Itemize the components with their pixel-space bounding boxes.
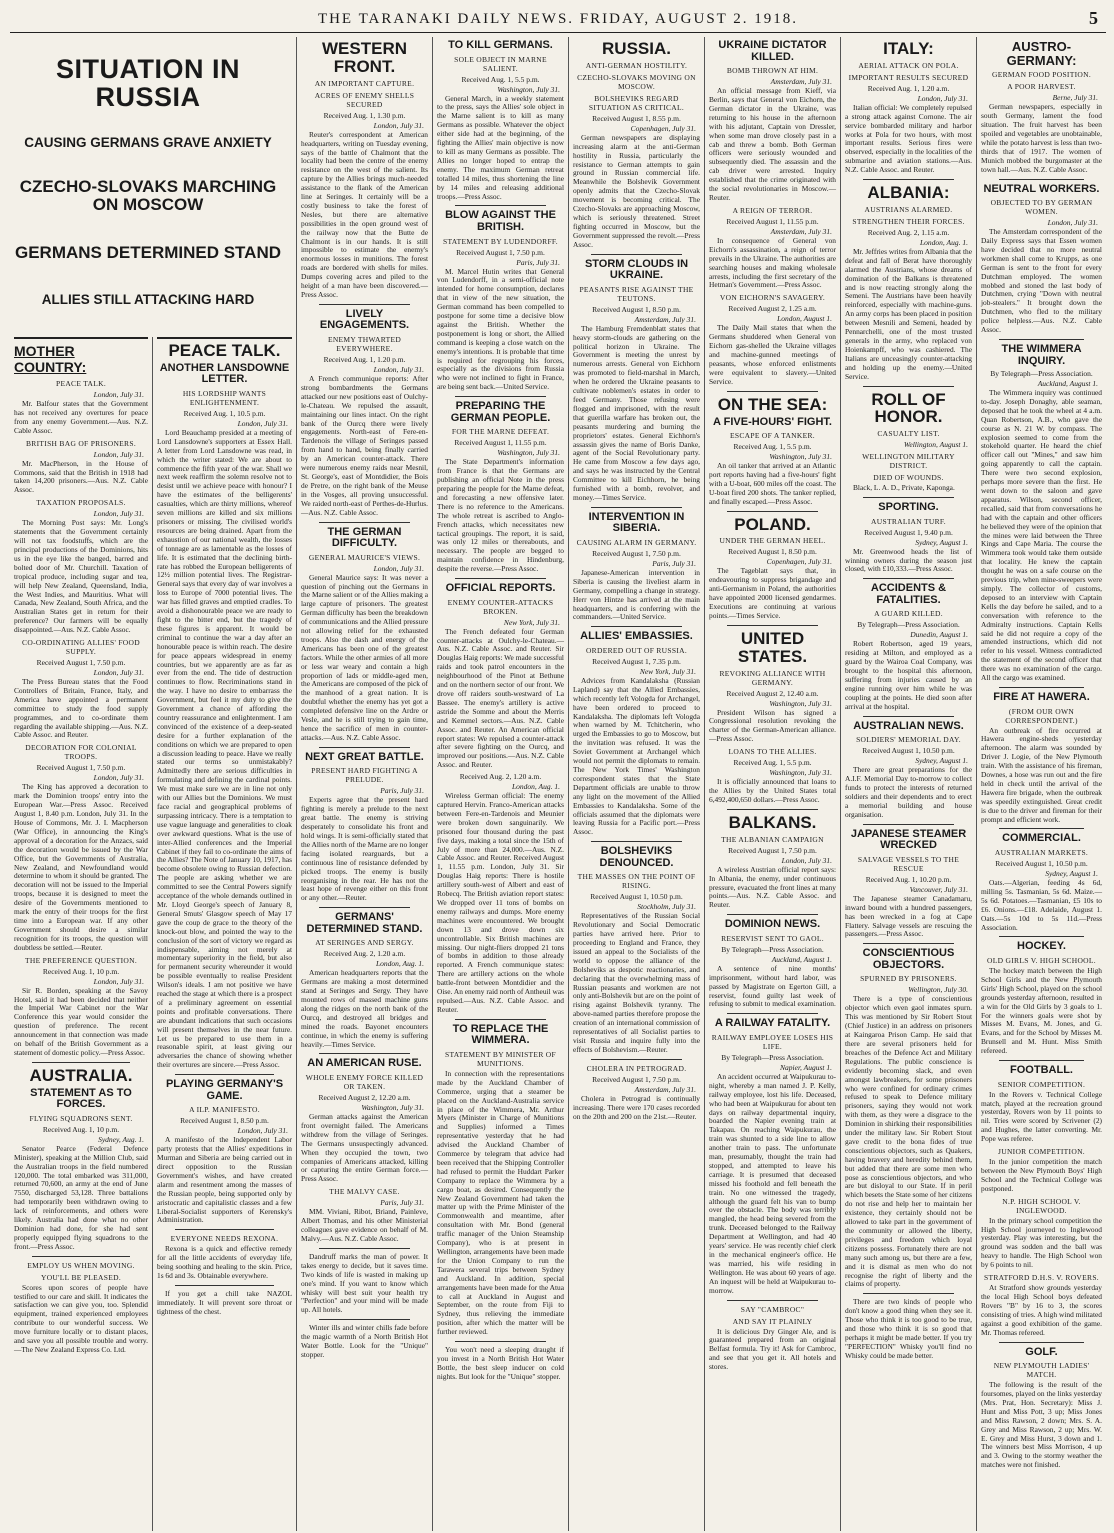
article-body: German newspapers, especially in south Germany, lament the food situation. The fruit harvest has been spoiled and vegetables are unobtainable, while the potato harvest is less than two-thirds that of 1917. The women of Munich mobbed the burgomaster at the town hall.—Aus. N.Z. Cable Assoc.: [981, 102, 1102, 174]
received-line: By Telegraph—Press Association.: [721, 1052, 824, 1062]
column-peace-talk: [152, 337, 296, 1531]
dateline: London, July 31.: [237, 1126, 288, 1136]
dateline: London, July 31.: [93, 668, 144, 678]
dateline: London, July 31.: [93, 976, 144, 986]
received-line: Received August 1, 9.40 p.m.: [864, 527, 953, 537]
subhead: THE GERMAN DIFFICULTY.: [327, 525, 402, 550]
subhead: INTERVENTION IN SIBERIA.: [588, 510, 685, 535]
lead-headline-1: SITUATION IN RUSSIA: [56, 54, 240, 113]
subhead: ESCAPE OF A TANKER.: [730, 431, 815, 441]
dateline: Copenhagen, July 31.: [630, 123, 696, 133]
article-body: The Hamburg Fremdenblatt states that heavy storm-clouds are gathering on the political horizon in Ukraine. The Government is meeting the unrest by numerous arrests. General von Eichhorn was promoted to field-marshal in March, when he ordered the Ukraine peasants to cultivate noblemen's estates in order to feed Germany. Those refusing were flogged and imprisoned, with the result that guerilla warfare has broken out, the peasants murdering and burning the proprietors' estates. General Eichhorn's assassin gives the name of Boris Danke, agent of the Social Revolutionary party. He came from Moscow a few days ago, and says he was instructed by the Central Committee to kill Eichhorn, he being furnished with a bomb, revolver, and money.—Times Service.: [573, 323, 700, 502]
article-body: Italian official: We completely repulsed a strong attack against Cornone. The air service bombarded military and harbor works at Pola for two hours, with most important results. Serious fires were observed, especially in the localities of the submarine and aviation stations.—Aus. N.Z. Cable Assoc. and Reuter.: [845, 102, 972, 175]
dateline: Vancouver, July 31.: [909, 884, 968, 894]
dateline: London, July 31.: [1047, 218, 1098, 228]
received-line: Received August 1, 7.50 p.m.: [36, 763, 126, 773]
article-body: A wireless Austrian official report says: In Albania, the enemy, under continuous pressure, evacuated the front lines at many points.—Aus. N.Z. Cable Assoc. and Reuter.: [709, 864, 836, 910]
section-title: ALBANIA:: [867, 183, 950, 203]
dateline: Amsterdam, July 31.: [634, 1084, 696, 1094]
article-body: The Japanese steamer Canadamaru, inward bound with a hundred passengers, has been wrecked in a fog at Cape Flattery. Salvage vessels are rescuing the passengers.—Press Assoc.: [845, 893, 972, 939]
received-line: By Telegraph—Press Association.: [990, 369, 1093, 379]
lead-headline-3: CZECHO-SLOVAKS MARCHING ON MOSCOW: [19, 176, 277, 214]
subhead: TO REPLACE THE WIMMERA.: [452, 1022, 549, 1047]
article-body: A sentence of nine months' imprisonment, without hard labor, was passed by Magistrate on Egerton Gill, a reservist, found guilty last week of refusing to submit to medical examination.: [709, 963, 836, 1009]
article-body: In consequence of General von Eichorn's assassination, a reign of terror prevails in the Ukraine. The authorities are searching houses and making wholesale arrests, including the first secretary of the Hetman's Government.—Press Assoc.: [709, 235, 836, 290]
subhead: OBJECTED TO BY GERMAN WOMEN.: [990, 198, 1093, 217]
article-body: Oats.—Algerian, feeding 4s 6d, milling 5s. Tasmanian, 5s 6d. Maize.—5s 6d. Potatoes.—Tasmanian, £5 10s to £6. Onions.—£18. Adelaide, August 1. Oats.—5s 10d to 5s 11d.—Press Association.: [981, 878, 1102, 932]
dateline: London, July 31.: [373, 365, 424, 374]
subhead: VON EICHORN'S SAVAGERY.: [719, 293, 826, 303]
subhead: THE WIMMERA INQUIRY.: [1001, 342, 1082, 367]
subhead: WHOLE ENEMY FORCE KILLED OR TAKEN.: [305, 1073, 424, 1092]
dateline: Auckland, August 1.: [771, 954, 832, 964]
article-body: A French communique reports: After strong bombardments the Germans attacked our new positions east of Oulchy-le-Chateau. We repulsed the assault, maintaining our lines intact. On the right bank of the Ourcq there were lively engagements. North-east of Fere-en-Tardenois the village of Seringes passed from hand to hand, being finally carried by an American counter-attack. There were numerous enemy raids near Mesnil, St. George's, east of Montdidier, the Bois de Pretre, on the right bank of the Meuse in the Vosges, all proving unsuccessful. We raided north-east of Perthes-de-Hurlus.—Aus. N.Z. Cable Assoc.: [301, 374, 428, 517]
subhead: ANOTHER LANSDOWNE LETTER.: [159, 361, 290, 386]
section-title: UKRAINE DICTATOR KILLED.: [718, 39, 827, 63]
subhead: UNDER THE GERMAN HEEL.: [719, 536, 826, 546]
dateline: New York, July 31.: [503, 617, 560, 627]
received-line: Received August 1, 11.55 p.m.: [726, 216, 819, 226]
received-line: Received Aug. 2, 1.20 a.m.: [459, 772, 542, 782]
article-body: The King has approved a decoration to mark the Dominion troops' entry into the European War.—Press Assoc. Received August 1, 8.40 p.m. London, July 31. In the House of Commons, Mr. J. I. Macpherson (War Office), in announcing the King's approval of a decoration for the Anzacs, said the decoration would be issued by the War Office, but the Governments of Australia, New Zealand, and Newfoundland would determine to whom it should be granted. The decoration will not be issued to the Imperial troops, because it is designed to meet the desire of the Governments mentioned to mark the entry of their troops for the first time into a European war. If any other Government should desire a similar recognition for its troops, the question will doubtless be settled.—Reuter.: [14, 782, 148, 952]
article-body: An official message from Kieff, via Berlin, says that General von Eichorn, the German dictator in the Ukraine, was returning to his house in the afternoon with his adjutant, Captain von Dressler, when some man drove closely past in a cab and threw a bomb. Both German officers were seriously wounded and subsequently died. The assassin and the cab driver were arrested. Inquiry established that the crime originated with the social revolutionaries in Moscow.—Reuter.: [709, 86, 836, 202]
dateline: Wellington, July 30.: [908, 985, 968, 995]
received-line: By Telegraph—Press Association.: [857, 620, 960, 630]
section-title: A RAILWAY FATALITY.: [714, 1017, 831, 1030]
received-line: Received Aug. 2, 1.20 a.m.: [323, 949, 406, 959]
article-body: There are great preparations for the A.I.F. Memorial Day to-morrow to collect funds to protect the interests of returned soldiers and their dependents and to erect a memorial building and house organisation.: [845, 765, 972, 819]
subhead: BLOW AGAINST THE BRITISH.: [445, 209, 556, 233]
article-body: The State Department's information from France is that the Germans are publishing an official Note in the press preparing the people for the Marne defeat, and forecasting a new offensive later. There is no reference to the Americans. The whole retreat is ascribed to Anglo-French attacks, which necessitates new tactical groupings. The report, it is said, was only 12 miles or thereabouts, and necessary. The people are begged to maintain confidence in Hindenburg, despite the reverse.—Press Assoc.: [437, 457, 564, 574]
dateline: Sydney, August 1.: [915, 537, 968, 547]
subhead: RESERVIST SENT TO GAOL.: [721, 933, 824, 943]
subhead: STORM CLOUDS IN UKRAINE.: [584, 257, 689, 282]
column-austro-germany: [976, 37, 1106, 1531]
subhead: DIED OF WOUNDS.: [873, 473, 944, 483]
subhead: OLD GIRLS V. HIGH SCHOOL.: [987, 956, 1096, 965]
dateline: London, July 31.: [781, 855, 832, 865]
subhead: N.P. HIGH SCHOOL V. INGLEWOOD.: [1002, 1196, 1081, 1215]
section-title: POLAND.: [734, 514, 811, 534]
lead-headline-5: ALLIES STILL ATTACKING HARD: [41, 292, 255, 308]
advertisement: If you get a chill take NAZOL immediately. It will prevent sore throat or tightness of the chest.: [157, 1288, 292, 1316]
subhead: ENEMY COUNTER-ATTACKS BROKEN.: [447, 597, 554, 616]
column-mother-country: [10, 337, 152, 1531]
subhead: BOMB THROWN AT HIM.: [726, 66, 819, 76]
received-line: Received August 1, 7.50 p.m.: [592, 1074, 681, 1084]
subhead: HOCKEY.: [1017, 940, 1066, 953]
article-body: Robert Robertson, aged 19 years, residing at Milton, and employed as a guard by the Wairoa Coal Company, was brought to the hospital this afternoon, suffering from injuries caused by an engine running over him while he was coupling at the points. He died soon after arrival at the hospital.: [845, 639, 972, 711]
subhead: PEASANTS RISE AGAINST THE TEUTONS.: [579, 284, 694, 303]
dateline: Sydney, Aug. 1.: [98, 1134, 144, 1144]
subhead: CO-ORDINATING ALLIES' FOOD SUPPLY.: [22, 638, 140, 657]
advertisement: Dandruff marks the man of power. It takes energy to decide, but it saves time. Two kinds of life is wasted in making up one's mind. If you want to know which whisky will best suit your health try "Perfection" and your mind will be made up. All hotels.: [301, 1251, 428, 1315]
article-body: MM. Viviani, Ribot, Briand, Painleve, Albert Thomas, and his other Ministerial colleagues gave evidence on behalf of M. Malvy.—Aus. N.Z. Cable Assoc.: [301, 1207, 428, 1243]
subhead: EMPLOY US WHEN MOVING.: [27, 1260, 135, 1270]
subhead: TAXATION PROPOSALS.: [36, 498, 126, 508]
article-body: The hockey match between the High School Girls and the New Plymouth Girls' High School, played on the school grounds yesterday afternoon, resulted in a win for the Old Girls by 3 goals to 1. For the winners goals were shot by Misses M. Evans, M. Jones, and G. Evans, and for the School by Misses M. Brunsell and M. Hunt. Miss Smith refereed.: [981, 966, 1102, 1056]
subhead: SPURNED BY PRISONERS.: [860, 974, 957, 984]
article-body: The following is the result of the foursomes, played on the links yesterday (Mrs. Prat, Hon. Secretary): Miss J. Hunt and Miss Pott, 3 up; Miss Jones and Miss Rawson, 2 down; Mrs. S. A. Grey and Miss Rawson, 2 up; Mrs. W. E. Grey and Miss Hurst, 3 down and 1. The winners best Miss Morrison, 4 up and 3. Owing to the stormy weather the matches were not finished.: [981, 1380, 1102, 1470]
dateline: London, July 31.: [373, 563, 424, 573]
section-title: UNITED STATES.: [737, 628, 808, 666]
article-body: The Daily Mail states that when the Germans shuddered when General von Eichorn gas-shelled the Ukraine villages and machine-gunned meetings of peasants, whose enforced enlistments were equivalent to slavery.—United Service.: [709, 323, 836, 386]
subhead: CZECHO-SLOVAKS MOVING ON MOSCOW.: [577, 72, 696, 91]
subhead: PRESENT HARD FIGHTING A PRELUDE.: [311, 766, 418, 785]
subhead: SOLE OBJECT IN MARNE SALIENT.: [454, 54, 547, 73]
article-body: General March, in a weekly statement to the press, says the Allies' sole object in the Marne salient is to kill as many Germans as possible. Whatever the object either side had at the beginning, of the fighting the Allies' main objective is now to kill as many Germans as possible. The Allies no longer hoped to entrap the enemy. The maximum German retreat totalled 14 miles, thus shortening the line by 14 miles and releasing additional troops.—Press Assoc.: [437, 93, 564, 201]
subhead: DECORATION FOR COLONIAL TROOPS.: [25, 743, 137, 762]
dateline: Wellington, August 1.: [903, 440, 968, 450]
article-body: The French defeated four German counter-attacks at Oulchy-le-Chateau.—Aus. N.Z. Cable Assoc. and Reuter. Sir Douglas Haig reports: We made successful raids and took patrol encounters in the neighbourhood of the Pinot at Bethune and on the northern sector of our front. We drove off raiders south-westward of La Bassee. The enemy's artillery is active astride the Somme and about the Merris and Kemmel sectors.—Aus. N.Z. Cable Assoc. and Reuter. An American official report states: We repulsed a counter-attack after severe fighting on the Ourcq, and improved our positions.—Aus. N.Z. Cable Assoc. and Reuter.: [437, 626, 564, 770]
article-body: Mr. Jeffries writes from Albania that the defeat and fall of Berat have thoroughly alarmed the Austrians, whose dreams of domination of the Balkans is threatened and is now reacting strongly along the Semeni. The Austrians have been heavily reinforced, especially with machine-guns. An army corps has been placed in position between Mesnili and Semeni, headed by Pennarchelli, one of the most trusted generals in the army, who replaced von Hoienkampff, who was cashiered. The Italians are unceasingly counter-attacking and holding up the enemy.—United Service.: [845, 246, 972, 381]
received-line: Received Aug. 1, 1.30 p.m.: [323, 110, 406, 120]
article-body: Japanese-American intervention in Siberia is causing the liveliest alarm in Germany, compelling a change in strategy. Herr von Hintze has arrived at the main headquarters, and is conferring with the commanders.—United Service.: [573, 567, 700, 622]
article-body: Advices from Kandalaksha (Russian Lapland) say that the Allied Embassies, which recently left Vologda for Archangel, have been ordered to proceed to Kandalaksha. The diplomats left Vologda when warned by M. Tchitcherin, who urged the Embassies to go to Moscow, but the invitation was refused. It was the Soviet Government at Archangel which would not permit the diplomats to remain. The New York Times' Washington correspondent states that the State Department officials are unable to throw any light on the movement of the Allied Embassies to Kandalaksha. Some of the officials assumed that the diplomats were leaving Russia for a Pacific port.—Press Assoc.: [573, 675, 700, 837]
dateline: Paris, July 31.: [380, 786, 424, 796]
section-title: ON THE SEA:: [717, 394, 828, 414]
received-line: Received Aug. 1, 5.5 p.m.: [733, 442, 812, 452]
dateline: Amsterdam, July 31.: [770, 226, 832, 236]
article-body: The Amsterdam correspondent of the Daily Express says that Essen women have decided that no more neutral workmen shall come to Krupps, as one German is sent to the front for every Dutchman employed. The women mobbed and stoned the last body of Dutchmen, crying "Down with neutral job-stealers." It brought down the Dutchmen, who fled to the military police helpless.—Aus. N.Z. Cable Assoc.: [981, 227, 1102, 335]
subhead: LOANS TO THE ALLIES.: [728, 747, 817, 757]
subhead: FIRE AT HAWERA.: [993, 690, 1090, 703]
section-title: RUSSIA.: [602, 39, 671, 58]
dateline: London, August 1.: [777, 314, 832, 324]
received-line: Received Aug. 1, 1.20 p.m.: [323, 355, 406, 364]
subhead: GOLF.: [1025, 1345, 1058, 1358]
subhead: RAILWAY EMPLOYEE LOSES HIS LIFE.: [711, 1032, 834, 1051]
received-line: Received August 1, 8.55 p.m.: [592, 113, 681, 123]
article-body: Wireless German official: The enemy captured Hervin. Franco-American attacks between Fere-en-Tardenois and Meunier were broken down sanguinarily. We prisoned four thousand during the past five days, making a total since the 15th of July of more than 24,000.—Aus. N.Z. Cable Assoc. and Reuter. Received August 1, 11.55 p.m. London, July 31. Sir Douglas Haig reports: There is hostile artillery south-west of Albert and east of Robecq. The British aviation report states: We dropped over 11 tons of bombs on enemy railways and dumps. More enemy machines were encountered. We brought down 13 and drove down six uncontrollable. Six British machines are missing. Our night-fliers dropped 21 tons of bombs in addition to those already reported. A French communique states: There are artillery actions on the whole battle-front between Montdidier and the Oise. An enemy raid north of Antheuil was repulsed.—Aus. N.Z. Cable Assoc. and Reuter.: [437, 791, 564, 1014]
section-title: BALKANS.: [728, 812, 817, 832]
subhead: A POOR HARVEST.: [1007, 82, 1076, 92]
subhead: A ILP. MANIFESTO.: [189, 1105, 260, 1115]
subhead: REVOKING ALLIANCE WITH GERMANY.: [719, 668, 826, 687]
subhead: A GUARD KILLED.: [874, 609, 943, 619]
article-body: Cholera in Petrograd is continually increasing. There were 170 cases recorded on the 20th and 200 on the 21st.—Reuter.: [573, 1093, 700, 1121]
column-russia: [568, 37, 704, 1531]
received-line: Received August 1, 7.35 p.m.: [592, 656, 681, 666]
received-line: Received Aug. 1, 5.5 p.m.: [733, 758, 812, 768]
section-title: TO KILL GERMANS.: [448, 39, 553, 51]
section-title: AUSTRALIAN NEWS.: [853, 719, 964, 732]
article-body: German attacks against the American front overnight failed. The Americans withdrew from the village of Seringes. The Germans unsuspectingly advanced. When they occupied the town, two companies of Americans attacked, killing or capturing the entire German force.—Press Assoc.: [301, 1112, 428, 1184]
subhead: THE ALBANIAN CAMPAIGN: [721, 834, 824, 844]
subhead: FLYING SQUADRONS SENT.: [29, 1113, 133, 1123]
subhead: GENERAL MAURICE'S VIEWS.: [308, 552, 421, 562]
subhead: SAY "CAMBROC": [740, 1304, 805, 1314]
article-body: Lord Beauchamp presided at a meeting of Lord Lansdowne's supporters at Essex Hall. A letter from Lord Lansdowne was read, in which the writer stated: We are about to commence the fifth year of the war. Shall we next week reaffirm the solemn resolve not to desist until we achieve peace with honour? I have the estimates of the belligerents' casualties, which are thirty millions, whereof seven millions are killed and six millions prisoners or missing. The civilised world's resources are being drained. Apart from the exhaustion of our national wealth, the losses of tonnage are as lamentable as the losses of life. It is estimated that the declining birth-rate has robbed the European belligerents of 12½ million potential lives. The Registrar-General says that every day of war involves a loss to Europe of 7000 potential lives. The war has filled graves and emptied cradles. To avoid a dishonourable peace we are ready to fight to the bitter end, but the tragedy of these figures is apparent. It would be criminal to continue the war a day after an honourable peace is within reach. The desire for peace appears widespread in enemy countries, but we apparently are as far as ever from the end. The tide of destruction continues to flow. Recriminations stand in the way. I have no desire to embarrass the Government, but feel it my duty to give the Government a chance of affording the country reassurance and enlightenment. I am convinced of the existence of a deep-seated desire for a further explanation of the conditions on which we are prepared to open a discussion leading to peace. Have we really stated our terms so unmistakably? Admittedly there are serious difficulties in formulating and defining the cardinal points. We must make sure we are in line not only with our Allies but the Dominions. We must face racial and geographical problems of surpassing intricacy. There is a temptation to use vague language and generalities to cloak over awkward questions. What is the use of inter-Allied conferences and the Imperial Cabinet if they fail to co-ordinate the aims of the Allies? The Note of January 10, 1917, has become obsolete owing to Russian defection. The people are asking whether we are committed to see the Central Powers signify acceptance of the whole demands outlined in Mr. Lloyd George's speech of January 8, General Smuts' Glasgow speech of May 17 gave the coup de grace to the theory of the knock-out blow, and pointed the way to the conclusion of the sort of victory we regard as indispensable, aiming not merely at momentary superiority in the field, but also for permanent security whereunder it would be possible eventually to realise President Wilson's ideals. I am not positive we have reached the stage at which there is a prospect of a preliminary agreement on essential points and profitable conversations. There are abundant indications that such occasions will present themselves in the near future. Let us be prepared to use them in a reasonable spirit, at least giving our adversaries the chance of showing whether their overtures are sincere.—Press Assoc.: [157, 427, 292, 1070]
subhead: NEXT GREAT BATTLE.: [305, 750, 424, 763]
article-body: Mr. Balfour states that the Government has not received any overtures for peace from any enemy Government.—Aus. N.Z. Cable Assoc.: [14, 399, 148, 435]
subhead: GERMANS' DETERMINED STAND.: [306, 911, 423, 935]
subhead: STRENGTHEN THEIR FORCES.: [852, 216, 965, 226]
subhead: NEW PLYMOUTH LADIES' MATCH.: [993, 1361, 1090, 1380]
dateline: Napier, August 1.: [780, 1062, 832, 1072]
subhead: THE MASSES ON THE POINT OF RISING.: [577, 872, 696, 891]
received-line: Received August 1, 10.50 p.m.: [862, 746, 955, 756]
subhead: AUSTRALIAN MARKETS.: [994, 848, 1089, 858]
subhead: AT SERINGES AND SERGY.: [315, 938, 414, 948]
subhead: AUSTRALIAN TURF.: [871, 516, 946, 526]
column-to-kill-germans: [432, 37, 568, 1531]
dateline: Stockholm, July 31.: [637, 902, 696, 912]
article-body: The Morning Post says: Mr. Long's statements that the Government certainly will not tax foodstuffs, which are the principal productions of the Dominions, hits us in the eye like the banged, barred and bolted door of Mr. Churchill. Taxation of tropical produce, including sugar and tea, will help New Zealand, Queensland, India, the West Indies, and Mauritius. What will Canada, New Zealand, South Africa, and the Australian States get in return for their preference? Our farmers will be equally disappointed.—Aus. N.Z. Cable Assoc.: [14, 518, 148, 635]
subhead: HIS LORDSHIP WANTS ENLIGHTENMENT.: [182, 388, 267, 407]
article-body: Representatives of the Russian Social Revolutionary and Social Democratic parties have arrived here. Prior to proceeding to England and France, they issued an appeal to the Socialists of the world to oppose the alliance of the Bolsheviks as despotic reactionaries, and declaring that the overwhelming mass of Russian peasants and workmen are not only anti-Bolshevik but are on the point of rising against Bolshevik tyranny. The above-named parties therefore propose the creation of an international commission of representatives of all Socialist parties to visit Russia and inquire fully into the effects of Bolshevism.—Reuter.: [573, 911, 700, 1054]
subhead: ENEMY THWARTED EVERYWHERE.: [327, 335, 402, 353]
subhead: JUNIOR COMPETITION.: [998, 1147, 1085, 1157]
advertisement: It is delicious Dry Ginger Ale, and is guaranteed prepared from an original Belfast formula. Try it! Ask for Cambroc, and see that you get it. All hotels and stores.: [709, 1326, 836, 1372]
subhead: AND SAY IT PLAINLY: [732, 1316, 813, 1326]
dateline: London, July 31.: [93, 509, 144, 519]
article-body: American headquarters reports that the Germans are making a most determined stand at Seringes and Sergy. They have mounted rows of massed machine guns along the ridges on the north bank of the Ourcq, and destroyed all bridges and mined the roads. Bayonet encounters continue, in which the enemy is suffering heavily.—Times Service.: [301, 968, 428, 1049]
columns: [10, 37, 1106, 1531]
subhead: ORDERED OUT OF RUSSIA.: [585, 645, 688, 655]
subhead: WELLINGTON MILITARY DISTRICT.: [862, 452, 955, 471]
dateline: London, July 31.: [237, 418, 288, 428]
subhead: EVERYONE NEEDS REXONA.: [170, 1234, 279, 1244]
article-body: The Press Bureau states that the Food Controllers of Britain, France, Italy, and America have appointed a permanent committee to study the food supply programmes, and to co-ordinate them regarding the available shipping.—Aus. N.Z. Cable Assoc. and Reuter.: [14, 677, 148, 740]
article-body: A manifesto of the Independent Labor party protests that the Allies' expeditions in Murman and Siberia are being carried out in direct opposition to the Russian Government's wishes, and have created alarm and resentment among the masses of the Russian people, being supported only by aristocratic and capitalistic classes and a few Liberal-Socialist supporters of Kerensky's Administration.: [157, 1135, 292, 1225]
received-line: Received August 1, 8.50 p.m.: [180, 1116, 269, 1126]
subhead: A FIVE-HOURS' FIGHT.: [713, 415, 832, 428]
received-line: Received August 1, 8.50 p.m.: [728, 547, 817, 557]
page-number: 5: [1089, 8, 1100, 28]
advertisement: Winter ills and winter chills fade before the magic warmth of a North British Hot Water Bottle. Look for the "Unique" stopper.: [301, 1323, 428, 1359]
article-body: The Tageblatt says that, in endeavouring to suppress brigandage and anti-Germanism in Poland, the authorities have appointed 2000 licensed gendarmes. Executions are continuing at various points.—Times Service.: [709, 566, 836, 620]
column-ukraine: [704, 37, 840, 1531]
dateline: Paris, July 31.: [652, 558, 696, 568]
dateline: London, July 31.: [373, 120, 424, 130]
article-body: In the junior competition the match between the New Plymouth Boys' High School and the Technical College was postponed.: [981, 1157, 1102, 1193]
advertisement: There are two kinds of people who don't know a good thing when they see it. Those who think it is too good to be true, and those who think it is so good that perhaps it might be made better. If you try "PERFECTION" Whisky you'll find no Whisky could be made better.: [845, 1297, 972, 1360]
subhead: AN AMERICAN RUSE.: [307, 1057, 422, 1070]
subhead: PLAYING GERMANY'S GAME.: [165, 1078, 284, 1102]
received-line: Received Aug. 1, 5.5 p.m.: [461, 74, 540, 84]
subhead: CHOLERA IN PETROGRAD.: [586, 1063, 687, 1073]
subhead: PREPARING THE GERMAN PEOPLE.: [450, 400, 551, 424]
masthead: [10, 6, 1106, 33]
article-body: An outbreak of fire occurred at Hawera engine-sheds yesterday afternoon. The alarm was sounded by Driver J. Logie, of the New Plymouth train. With the assistance of his fireman, Downes, a hose was run out and the fire held in check until the arrival of the Hawera fire brigade, when the outbreak was speedily extinguished. Great credit is due to the driver and fireman for their prompt and efficient work.: [981, 725, 1102, 824]
subhead: PEACE TALK.: [55, 379, 107, 388]
article-body: Mr. Greenwood heads the list of winning owners during the season just closed, with £10,333.—Press Assoc.: [845, 546, 972, 574]
received-line: By Telegraph—Press Association.: [721, 944, 824, 954]
subhead: ACRES OF ENEMY SHELLS SECURED: [314, 90, 415, 109]
subhead: COMMERCIAL.: [1002, 832, 1081, 845]
article-body: In connection with the representations made by the Auckland Chamber of Commerce, urging that a steamer be placed on the Auckland-Australia service in place of the Wimmera, Mr. Arthur Myers (Minister in Charge of Munitions and Supplies) informed a Times representative yesterday that he had advised the Auckland Chamber of Commerce by telegram that advice had been received that the Shipping Controller had refused to permit the Huddart Parker Company to replace the Wimmera by a cargo boat, as desired. Consequently the New Zealand Government had taken the matter up with the Prime Minister of the Commonwealth and meantime, after consultation with Mr. Bond (general traffic manager of the Union Steamship Company), who is at present in Wellington, arrangements have been made for the Union Company to run the Tarawera several trips between Sydney and Auckland. In addition, special arrangements have been made for the Atua to call at Auckland in August and September, on the route from Fiji to Sydney, thus relieving the immediate position, after which the matter will be further reviewed.: [437, 1068, 564, 1337]
subhead: SALVAGE VESSELS TO THE RESCUE: [857, 854, 960, 873]
subhead: BOLSHEVIKS DENOUNCED.: [599, 845, 674, 869]
advertisement: Scores upon scores of people have testified to our care and skill. It indicates the satisfaction we can give you, too. Splendid equipment, trained experienced employees contribute to our wonderful success. We move furniture locally or to distant places, and save you all possible trouble and worry.—The New Zealand Express Co. Ltd.: [14, 1282, 148, 1354]
subhead: AERIAL ATTACK ON POLA.: [858, 60, 959, 70]
subhead: (FROM OUR OWN CORRESPONDENT.): [1005, 706, 1078, 725]
section-title: ACCIDENTS & FATALITIES.: [870, 582, 947, 606]
received-line: Received August 2, 1.25 a.m.: [728, 304, 817, 314]
article-body: Sir R. Borden, speaking at the Savoy Hotel, said it had been decided that neither the Imperial War Cabinet nor the War Conference this year would consider the question of preference. The recent announcement in that connection was made on behalf of the British Government as a statement of domestic policy.—Press Assoc.: [14, 985, 148, 1057]
subhead: LIVELY ENGAGEMENTS.: [319, 307, 410, 332]
subhead: OFFICIAL REPORTS.: [445, 582, 556, 595]
advertisement: Rexona is a quick and effective remedy for all the little accidents of everyday life, being soothing and healing to the skin. Price, 1s 6d and 3s. Obtainable everywhere.: [157, 1244, 292, 1281]
section-title: DOMINION NEWS.: [724, 918, 821, 931]
dateline: Washington, July 31.: [769, 768, 832, 778]
dateline: Amsterdam, July 31.: [770, 77, 832, 87]
lead-banner: [10, 37, 286, 327]
column-western-front: [296, 37, 432, 1531]
received-line: Received Aug. 1, 10.5 p.m.: [183, 408, 266, 418]
received-line: Received August 1, 7.50 p.m.: [456, 247, 545, 257]
received-line: Received August 1, 7.50 p.m.: [36, 658, 126, 668]
article-body: Senator Pearce (Federal Defence Minister), speaking at the Million Club, said the Australian troops in the field numbered 120,000. The total embarked was 311,000, returned 70,600, an army at the end of June 7550, discharged 53,128. Three battalions had temporarily been withdrawn owing to lack of reinforcements, and others were likely. Australia had done what no other Dominion had done, for she had sent properly equipped flying squadrons to the front.—Press Assoc.: [14, 1143, 148, 1251]
section-title: WESTERN FRONT.: [322, 39, 407, 76]
received-line: Received August 1, 8.50 p.m.: [592, 304, 681, 314]
received-line: Received August 1, 7.50 p.m.: [592, 548, 681, 558]
received-line: Received Aug. 1, 10.20 p.m.: [865, 874, 952, 884]
subhead: CASUALTY LIST.: [877, 429, 940, 439]
masthead-title: THE TARANAKI DAILY NEWS. FRIDAY, AUGUST 2. 1918.: [317, 10, 799, 27]
dateline: Washington, July 31.: [769, 452, 832, 462]
dateline: Sydney, August 1.: [915, 756, 968, 766]
dateline: London, Aug. 1.: [512, 782, 560, 792]
section-title: ROLL OF HONOR.: [871, 389, 946, 427]
dateline: Amsterdam, July 31.: [634, 314, 696, 324]
section-title: SPORTING.: [878, 501, 939, 514]
dateline: Washington, July 31.: [769, 698, 832, 708]
article-body: At Stratford show grounds yesterday the local High School boys defeated Rovers "B" by 16 to 3, the scores consisting of tries. A high wind militated against a good exhibition of the game. Mr. Thomas refereed.: [981, 1283, 1102, 1337]
article-body: It is officially announced that loans to the Allies by the United States total 6,492,400,650 dollars.—Press Assoc.: [709, 777, 836, 804]
dateline: Dunedin, August 1.: [910, 630, 968, 640]
dateline: Berne, July 31.: [1052, 93, 1098, 103]
article-body: In the primary school competition the High School journeyed to Inglewood yesterday. Play was interesting, but the ground was sodden and the ball was heavy to handle. The High School won by 6 points to nil.: [981, 1215, 1102, 1270]
received-line: Received August 1, 10.50 p.m.: [590, 892, 683, 902]
subhead: FOR THE MARNE DEFEAT.: [451, 427, 550, 437]
subhead: IMPORTANT RESULTS SECURED: [848, 72, 969, 82]
article-body: The Wimmera inquiry was continued to-day. Joseph Donaghy, able seaman, deposed that he took the wheel at 4 a.m. Quan Robertson, A.B., who gave the course as N. 21 W. by compass. The explosion seemed to come from the stokehold quarter. He heard the chief officer call out "Mines," and saw him going apparently to call the captain. There were two second explosion, perhaps more severe than the first. He went down to the saloon and gave apparatus. Wilson, second officer, recalled, said that from conversations he had with the captain and other officers he believed they were of the opinion that the mines were laid between the Three Kings and Cape Maria. The course the Wimmera took would take them outside that locality. He knew the captain thought he was on a safe course on the previous trip, when mine-sweepers were simply. The collector of customs, deposed to an interview with Captain Kells the day before he sailed, and to a conversation with reference to the Admiralty instructions. Captain Kells said he did not require a copy of the amended instructions, which did not refer to his vessel. Witness contradicted the statement of the second officer that there was no examination of the cargo. All the cargo was examined.: [981, 388, 1102, 683]
section-title: AUSTRALIA.: [29, 1065, 133, 1085]
subhead: AUSTRIANS ALARMED.: [864, 204, 953, 214]
received-line: Received August 1, 7.50 p.m.: [728, 845, 817, 855]
received-line: Received Aug. 1, 1.20 a.m.: [867, 83, 950, 93]
subhead: AN IMPORTANT CAPTURE.: [314, 78, 415, 88]
section-title: CONSCIENTIOUS OBJECTORS.: [862, 947, 955, 971]
subhead: ALLIES' EMBASSIES.: [580, 630, 693, 643]
dateline: London, July 31.: [93, 773, 144, 783]
received-line: Received Aug. 2, 1.15 a.m.: [867, 227, 950, 237]
subhead: STATEMENT BY LUDENDORFF.: [443, 236, 558, 246]
section-title: MOTHER COUNTRY:: [14, 343, 87, 375]
article-body: Reuter's correspondent at American headquarters, writing on Tuesday evening, says of the battle of Chalmont that the locality had been the centre of the enemy resistance on the west of the salient. Its capture by the Allies brings much-needed assistance to the flank of the American line at Seringes. It certainly will be a costly business to take the forest of Nesles, but there are alternative possibilities in the open ground west of the railway now that the Butte de Chalmont is in our hands. It is still impossible to estimate the enemy's enormous losses in munitions. The forest roads are bordered with shells for miles. Dumps covering acres and piled to the height of a man have been discovered.—Press Assoc.: [301, 129, 428, 299]
subhead: GERMAN FOOD POSITION.: [991, 70, 1091, 80]
dateline: Sydney, August 1.: [1045, 869, 1098, 879]
subhead: ANTI-GERMAN HOSTILITY.: [585, 60, 688, 70]
subhead: NEUTRAL WORKERS.: [983, 182, 1100, 195]
article-body: An accident occurred at Waipukurau to-night, whereby a man named J. P. Kelly, railway employee, lost his life. Deceased, who had been at Waipukurau for about ten days on railway departmental inquiry, boarded the Napier evening train at Takapau. On reaching Waipukurau, the train was shunted to a side line to allow another train to pass. The unfortunate man, presumably, thought the train had stopped, and attempted to leave his carriage. It is presumed that deceased missed his foothold and fell beneath the train. No one witnessed the tragedy, although the guard felt his van to bump over the obstacle. The body was terribly mangled, the head being severed from the trunk. Deceased belonged to the Railway Department at Wellington, and had 40 years' service. He was recently chief clerk in the mechanical engineer's office. He was married, his wife residing in Wellington. He was about 60 years of age. An inquest will be held at Waipukurau to-morrow.: [709, 1071, 836, 1295]
subhead: CAUSING ALARM IN GERMANY.: [576, 537, 697, 547]
article-body: General Maurice says: It was never a question of pinching out the Germans in the Marne salient or of the Allies making a large capture of prisoners. The greatest German difficulty has been the breakdown of communications and the Allied pressure not allowing relief for the exhausted troops. Also the dash and energy of the Americans has been one of the greatest factors. While the other armies of all more or less war weary and contain a high proportion of lads or middle-aged men, the Americans are composed of the pick of the manhood of a great nation. It is doubtful whether the enemy has yet got a completed defensive line on the Ardre or Vesle, and he is still trying to gain time, hence the sacrifice of men in counter-attacks.—Aus. N.Z. Cable Assoc.: [301, 572, 428, 742]
dateline: Washington, July 31.: [361, 1103, 424, 1113]
subhead: SOLDIERS' MEMORIAL DAY.: [856, 735, 961, 745]
lead-headline-2: CAUSING GERMANS GRAVE ANXIETY: [24, 134, 272, 150]
article-body: Experts agree that the present hard fighting is merely a prelude to the next great battle. The enemy is striving desperately to consolidate his front and hold wings. It is semi-officially stated that the Allies north of the Marne are no longer facing isolated rearguards, but a continuous line of resistance defended by picked troops. The enemy is busily reorganising in the rear. He has not the least hope of revenge either on this front or any other.—Reuter.: [301, 795, 428, 903]
dateline: New York, July 31.: [639, 666, 696, 676]
section-title: ITALY:: [883, 39, 934, 58]
dateline: London, Aug. 1.: [376, 959, 424, 969]
subhead: STATEMENT BY MINISTER OF MUNITIONS.: [445, 1049, 556, 1068]
subhead: A REIGN OF TERROR.: [732, 205, 813, 215]
subhead: FOOTBALL.: [1010, 1064, 1073, 1077]
subhead: STRATFORD D.H.S. V. ROVERS.: [984, 1273, 1099, 1283]
received-line: Received August 1, 11.55 p.m.: [454, 438, 547, 448]
subhead: BOLSHEVIKS REGARD SITUATION AS CRITICAL.: [588, 93, 685, 112]
section-title: PEACE TALK.: [168, 341, 281, 360]
subhead: THE PREFERENCE QUESTION.: [25, 955, 137, 965]
section-title: JAPANESE STEAMER WRECKED: [850, 827, 967, 852]
subhead: THE MALVY CASE.: [329, 1187, 400, 1197]
article-body: There is a type of conscientious objector which even gaol inmates spurn. This was mentioned by Sir Robert Stout (Chief Justice) in an address on prisoners at Kaingaroa Prison Camp. He said that there are several prisoners held for breaches of the Defence Act and Military Regulations. The public conscience is evidently becoming slack, and even amongst lawbreakers, for some prisoners who were confined for ordinary crimes refused to speak to Defence military prisoners, saying they would not work with them, as they were a disgrace to the Dominion in shirking their responsibilities under the military law. Sir Robert Stout gave credit to the bona fides of true conscientious objectors, such as Quakers, having bravery and heredity behind them, but added that there are some men who pose as conscientious objectors, and who are but disloyal to our State. If in peril which besets the State some of her citizens do not rise and help her to maintain her existence, they certainly should not be allowed to take part in the government of the community or allowed the liberty, privileges and freedom which loyal citizens possess. Fortunately there are not many such among us, but there are a few, and it is dismal as men who do not recognise the right of liberty and the claims of property.: [845, 994, 972, 1289]
received-line: Received Aug. 1, 10 p.m.: [42, 1124, 120, 1134]
article-body: Mr. MacPherson, in the House of Commons, said that the British in 1918 had taken 14,200 prisoners.—Aus. N.Z. Cable Assoc.: [14, 458, 148, 495]
dateline: Copenhagen, July 31.: [766, 557, 832, 567]
article-body: In the Rovers v. Technical College match, played at the recreation ground yesterday, Rovers won by 11 points to nil. Tries were scored by Scrivener (2) and Hughes, the latter converting. Mr. Pope was referee.: [981, 1089, 1102, 1144]
article-body: An oil tanker that arrived at an Atlantic port reports having had a five-hours' fight with a U-boat, 600 miles off the coast. The U-boat fired 200 shots. The tanker replied, and finally escaped.—Press Assoc.: [709, 461, 836, 506]
received-line: Received August 2, 12.20 a.m.: [318, 1093, 411, 1103]
received-line: Received August 1, 10.50 p.m.: [995, 859, 1088, 869]
article-body: M. Marcel Hutin writes that General von Ludendorff, in a semi-official note intended for home consumption, declares that in view of the new situation, the German command has been compelled to postpone for some time a decisive blow against the British. Whether the postponement is long or short, the Allied command is keeping a close watch on the enemy's intentions. It is probable that time is required for regrouping his forces, especially as the divisions from Russia who were not inclined to fight in France, are being sent back.—United Service.: [437, 266, 564, 392]
article-body: German newspapers are displaying increasing alarm at the anti-German hostility in Russia, particularly the resistance to German attempts to gain ground in Russian commercial life. Meanwhile the Bolshevik Government openly admits that the Czecho-Slovak movement is becoming critical. The Czecho-Slovaks are approaching Moscow, which is seriously threatened. Street fighting occurred in Moscow, but the Government suppressed the revolt.—Press Assoc.: [573, 132, 700, 249]
article-body: Black, L. A. D., Private, Kaponga.: [853, 483, 955, 493]
dateline: London, Aug. 1.: [920, 237, 968, 247]
dateline: London, July 31.: [93, 449, 144, 459]
dateline: Paris, July 31.: [516, 257, 560, 267]
dateline: Washington, July 31.: [497, 84, 560, 94]
subhead: SENIOR COMPETITION.: [997, 1079, 1086, 1089]
dateline: London, July 31.: [93, 390, 144, 399]
dateline: Auckland, August 1.: [1037, 379, 1098, 389]
column-italy: [840, 37, 976, 1531]
received-line: Received August 2, 12.40 a.m.: [726, 688, 819, 698]
subhead: YOU'LL BE PLEASED.: [40, 1272, 121, 1282]
article-body: President Wilson has signed a Congressional resolution revoking the charter of the German-American alliance.—Press Assoc.: [709, 707, 836, 744]
advertisement: You won't need a sleeping draught if you invest in a North British Hot Water Bottle, the best sleep inducer on cold nights. But look for the "Unique" stopper.: [437, 1345, 564, 1381]
section-title: AUSTRO-GERMANY:: [1006, 39, 1077, 68]
dateline: Washington, July 31.: [497, 448, 560, 458]
lead-headline-4: GERMANS DETERMINED STAND: [14, 242, 282, 262]
subhead: BRITISH BAG OF PRISONERS.: [25, 438, 137, 448]
received-line: Received Aug. 1, 10 p.m.: [42, 966, 120, 976]
dateline: Paris, July 31.: [380, 1198, 424, 1208]
subhead: STATEMENT AS TO FORCES.: [30, 1086, 132, 1111]
dateline: London, July 31.: [917, 93, 968, 103]
